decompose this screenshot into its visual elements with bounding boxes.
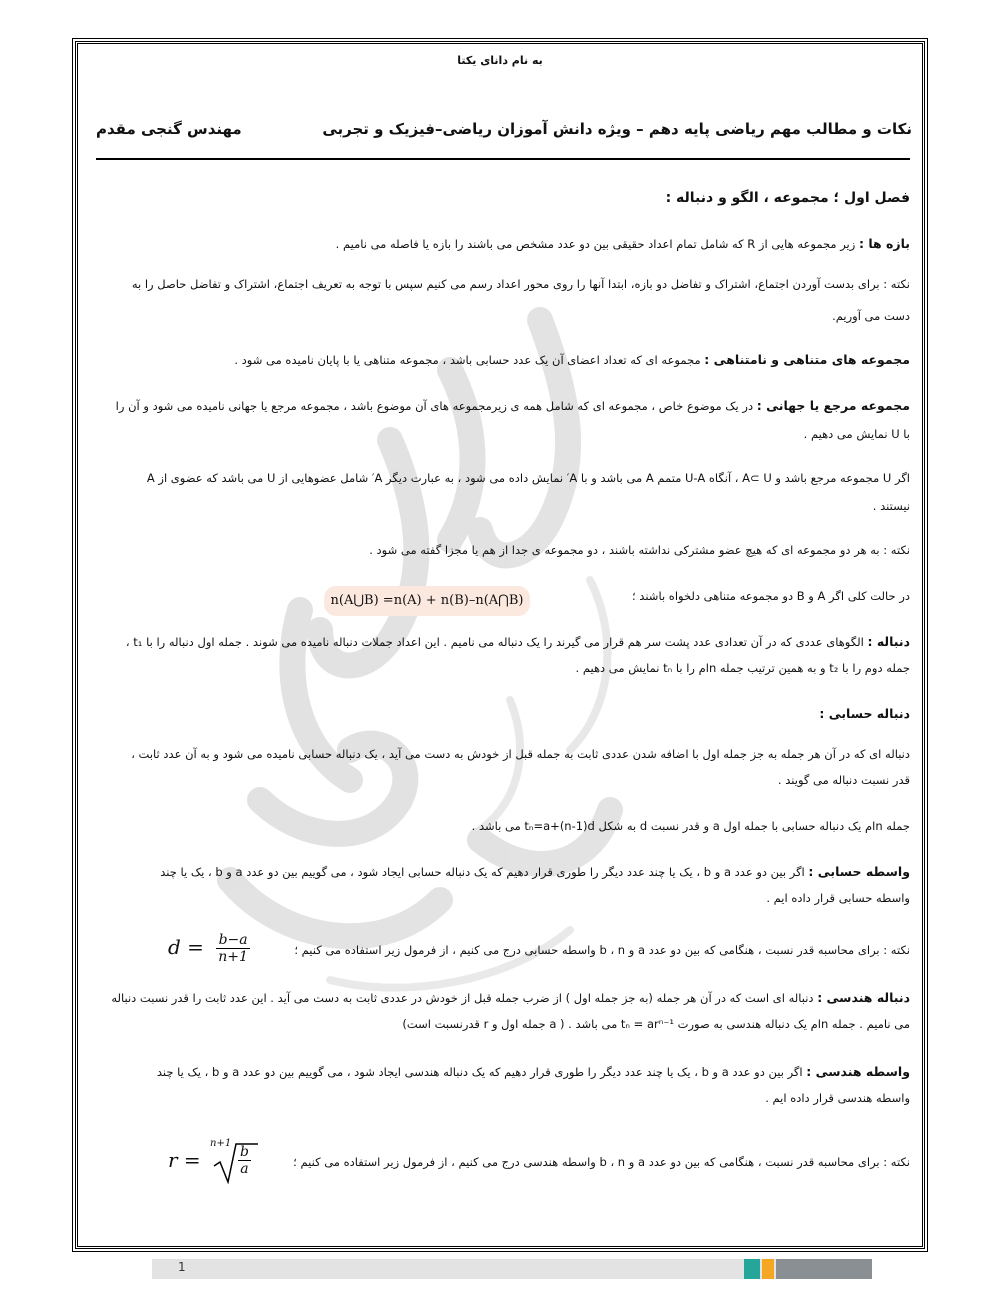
text-universal-set: در یک موضوع خاص ، مجموعه ای که شامل همه ی زیرمجموعه های آن موضوع باشد ، مجموعه مرجع یا جهانی نامیده می شود و آن را	[115, 399, 757, 413]
fraction	[238, 1144, 251, 1177]
text-geometric-sequence: دنباله ای است که در آن هر جمله (به جز جمله اول ) از ضرب جمله قبل از خودش در عددی ثابت به دست می آید . این عدد ثابت را قدر نسبت دنباله	[111, 991, 818, 1005]
term-geometric-sequence: دنباله هندسی :	[817, 990, 910, 1005]
paragraph-union-count: در حالت کلی اگر A و B دو مجموعه متناهی دلخواه باشند ؛	[631, 589, 910, 603]
fraction-denominator: n+1	[218, 949, 248, 965]
paragraph-geometric-ratio-note: نکته : برای محاسبه قدر نسبت ، هنگامی که بین دو عدد a و b ، n واسطه هندسی درج می کنیم ، از فرمول زیر استفاده می کنیم ؛	[293, 1155, 910, 1169]
text-line: نکته : برای بدست آوردن اجتماع، اشتراک و تفاضل دو بازه، ابتدا آنها را روی محور اعداد رسم می کنیم سپس با توجه به تعریف اجتماع، اشتراک و تفاضل حاصل را به	[131, 277, 910, 291]
footer-accent-teal	[744, 1259, 760, 1279]
paragraph-arithmetic-ratio-note: نکته : برای محاسبه قدر نسبت ، هنگامی که بین دو عدد a و b ، n واسطه حسابی درج می کنیم ، از فرمول زیر استفاده می کنیم ؛	[294, 943, 910, 957]
union-formula: n(A⋃B) =n(A) + n(B)–n(A⋂B)	[324, 586, 530, 616]
root-index: n+1	[210, 1138, 232, 1149]
text-finite-sets: مجموعه ای که تعداد اعضای آن یک عدد حسابی باشد ، مجموعه متناهی یا با پایان نامیده می شود .	[234, 353, 705, 367]
formula-arithmetic-ratio	[168, 932, 250, 965]
paragraph-geometric-sequence	[88, 988, 910, 1034]
text-intervals: زیر مجموعه هایی از R که شامل تمام اعداد حقیقی بین دو عدد مشخص می باشند را بازه یا فاصله می نامیم .	[335, 237, 859, 251]
text-line: دنباله ای که در آن هر جمله به جز جمله اول با اضافه شدن عددی ثابت به جمله قبل از خودش به دست می آید ، یک دنباله حسابی نامیده می شود و به آن عدد ثابت ،	[131, 747, 910, 761]
paragraph-intervals	[88, 234, 910, 254]
text-sequence: الگوهای عددی که در آن تعدادی عدد پشت سر هم قرار می گیرند را یک دنباله می نامیم . این اعداد جملات دنباله نامیده می شوند . جمله اول دنباله را با t₁ ،	[125, 635, 868, 649]
text-line: جمله دوم را با t₂ و به همین ترتیب جمله nام را با tₙ نمایش می دهیم .	[575, 660, 910, 675]
text-line: دست می آوریم.	[832, 308, 910, 323]
footer-accent-gray	[776, 1259, 872, 1279]
radical-sign-icon	[212, 1140, 260, 1184]
text-line: واسطه حسابی قرار داده ایم .	[766, 890, 910, 905]
term-sequence: دنباله :	[867, 634, 910, 649]
author-name: مهندس گنجی مقدم	[96, 120, 242, 138]
paragraph-arithmetic-nth-term: جمله nام یک دنباله حسابی با جمله اول a و قدر نسبت d به شکل tₙ=a+(n-1)d می باشد .	[471, 819, 910, 833]
document-title: نکات و مطالب مهم ریاضی پایه دهم – ویژه دانش آموزان ریاضی–فیزیک و تجربی	[322, 120, 912, 138]
fraction-numerator: b	[240, 1144, 249, 1160]
text-line: واسطه هندسی قرار داده ایم .	[765, 1090, 910, 1105]
bismillah-line: به نام دانای یکتا	[457, 54, 543, 67]
term-intervals: بازه ها :	[858, 236, 910, 251]
fraction-numerator: b−a	[216, 932, 250, 949]
paragraph-universal-set	[88, 396, 910, 444]
term-finite-sets: مجموعه های متناهی و نامتناهی :	[704, 352, 910, 367]
header-divider	[96, 158, 910, 160]
paragraph-complement	[88, 470, 910, 516]
document-header	[88, 118, 912, 142]
text-geometric-mean: اگر بین دو عدد a و b ، یک یا چند عدد دیگر را طوری قرار دهیم که یک دنباله هندسی ایجاد شود ، می گوییم بین دو عدد a و b ، یک یا چند	[156, 1065, 807, 1079]
fraction	[216, 932, 250, 965]
footer-accent-orange	[762, 1259, 774, 1279]
paragraph-arithmetic-mean	[88, 862, 910, 908]
heading-arithmetic-sequence: دنباله حسابی :	[819, 706, 910, 721]
formula-r-lhs: r =	[168, 1148, 201, 1172]
term-universal-set: مجموعه مرجع یا جهانی :	[756, 398, 910, 413]
text-line: نیستند .	[872, 498, 910, 513]
formula-d-lhs: d =	[168, 935, 204, 959]
chapter-heading: فصل اول ؛ مجموعه ، الگو و دنباله :	[665, 190, 910, 206]
term-geometric-mean: واسطه هندسی :	[806, 1064, 910, 1079]
paragraph-finite-sets	[88, 350, 910, 370]
paragraph-geometric-mean	[88, 1062, 910, 1108]
text-line: با U نمایش می دهیم .	[803, 426, 910, 441]
fraction-denominator: a	[240, 1161, 249, 1177]
text-arithmetic-mean: اگر بین دو عدد a و b ، یک یا چند عدد دیگر را طوری قرار دهیم که یک دنباله حسابی ایجاد شود ، می گوییم بین دو عدد a و b ، یک یا چند	[160, 865, 809, 879]
text-line: قدر نسبت دنباله می گویند .	[777, 772, 910, 787]
text-line: اگر U مجموعه مرجع باشد و A⊂ U ، آنگاه U-A متمم A می باشد و با A′ نمایش داده می شود ، به عبارت دیگر A′ شامل عضوهایی از U می باشد که عضوی از A	[146, 471, 910, 485]
paragraph-interval-note	[88, 276, 910, 326]
text-line: می نامیم . جمله nام یک دنباله هندسی به صورت tₙ = arⁿ⁻¹ می باشد . ( a جمله اول و r قدرنسبت است)	[402, 1016, 910, 1031]
page-number: 1	[178, 1260, 186, 1274]
paragraph-sequence	[88, 632, 910, 678]
term-arithmetic-mean: واسطه حسابی :	[808, 864, 910, 879]
paragraph-disjoint-note: نکته : به هر دو مجموعه ای که هیچ عضو مشترکی نداشته باشند ، دو مجموعه ی جدا از هم یا مجزا گفته می شود .	[369, 543, 910, 557]
paragraph-arithmetic-definition	[88, 746, 910, 790]
